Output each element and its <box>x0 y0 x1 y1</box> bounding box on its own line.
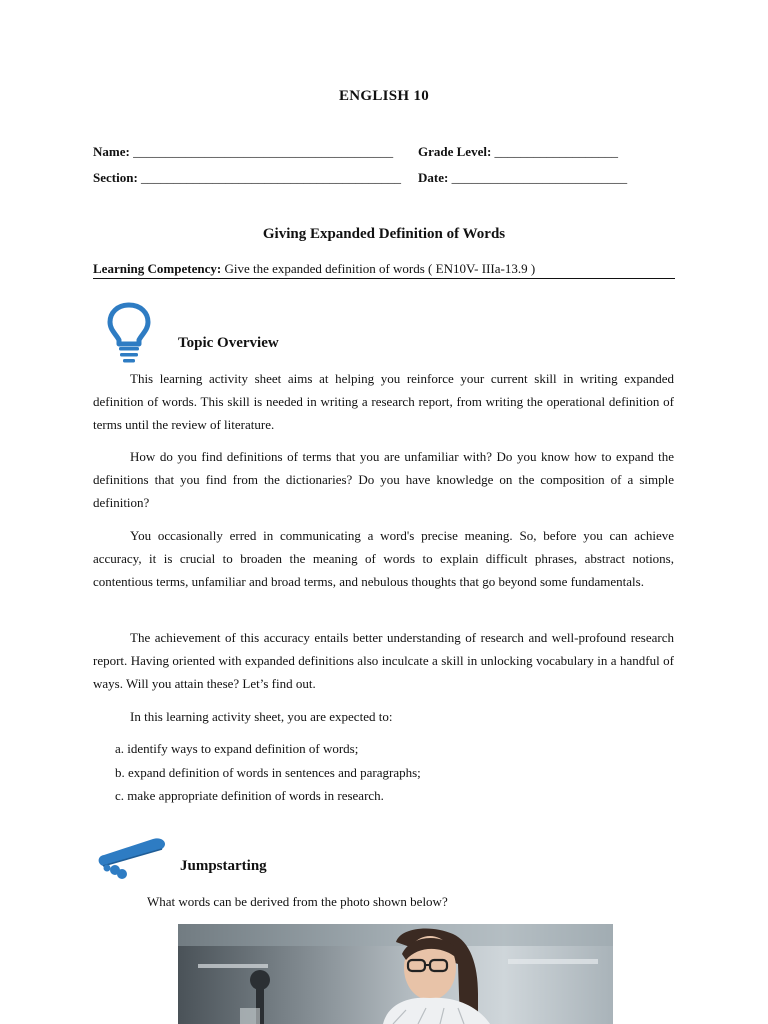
name-label: Name: <box>93 144 130 159</box>
lesson-title: Giving Expanded Definition of Words <box>262 226 506 242</box>
grade-level-label: Grade Level: <box>418 144 492 159</box>
objective-item-c: c. make appropriate definition of words in research. <box>115 788 384 803</box>
document-title: ENGLISH 10 <box>338 88 430 104</box>
date-field <box>418 170 627 186</box>
jumpstarting-photo <box>178 924 613 1024</box>
date-line: ___________________________ <box>451 170 628 185</box>
lightbulb-icon <box>106 302 152 364</box>
section-label: Section: <box>93 170 138 185</box>
overview-paragraph-4: The achievement of this accuracy entails better understanding of research and well-profound research report. Having oriented with expanded definitions also inculcate a skill in unlocking vocabulary in a handful of ways. Will you attain these? Let’s find out. <box>93 630 674 691</box>
overview-paragraph-3: You occasionally erred in communicating a word's precise meaning. So, before you can achieve accuracy, it is crucial to broaden the meaning of words to explain difficult phrases, abstract notions, contentious terms, unfamiliar and broad terms, and nebulous thoughts that go beyond some fundamentals. <box>93 528 674 589</box>
name-line: ________________________________________ <box>133 144 394 159</box>
topic-overview-heading: Topic Overview <box>178 335 279 351</box>
overview-paragraph-5: In this learning activity sheet, you are expected to: <box>130 709 393 724</box>
objective-item-b: b. expand definition of words in sentences and paragraphs; <box>115 764 421 780</box>
objective-item-a: a. identify ways to expand definition of words; <box>115 741 359 756</box>
overview-paragraph-1: This learning activity sheet aims at helping you reinforce your current skill in writing expanded definition of words. This skill is needed in writing a research report, from writing the operational definition of terms until the review of literature. <box>93 371 674 432</box>
section-field <box>93 170 401 186</box>
competency-text: Give the expanded definition of words ( EN10V- IIIa-13.9 ) <box>221 261 536 276</box>
name-field <box>93 144 393 160</box>
photo-illustration <box>178 924 613 1024</box>
date-label: Date: <box>418 170 449 185</box>
overview-paragraph-2: How do you find definitions of terms that you are unfamiliar with? Do you know how to expand the definitions that you find from the dictionaries? Do you have knowledge on the composition of a simple definition? <box>93 449 674 510</box>
jumpstarting-prompt: What words can be derived from the photo shown below? <box>147 894 448 909</box>
grade-level-line: ___________________ <box>494 144 619 159</box>
section-line: ________________________________________ <box>141 170 402 185</box>
grade-level-field <box>418 144 618 160</box>
objectives-list <box>115 737 421 808</box>
competency-label: Learning Competency: <box>93 261 222 276</box>
learning-competency <box>93 261 675 279</box>
jumpstarting-heading: Jumpstarting <box>180 858 267 874</box>
skateboard-icon <box>95 836 169 882</box>
